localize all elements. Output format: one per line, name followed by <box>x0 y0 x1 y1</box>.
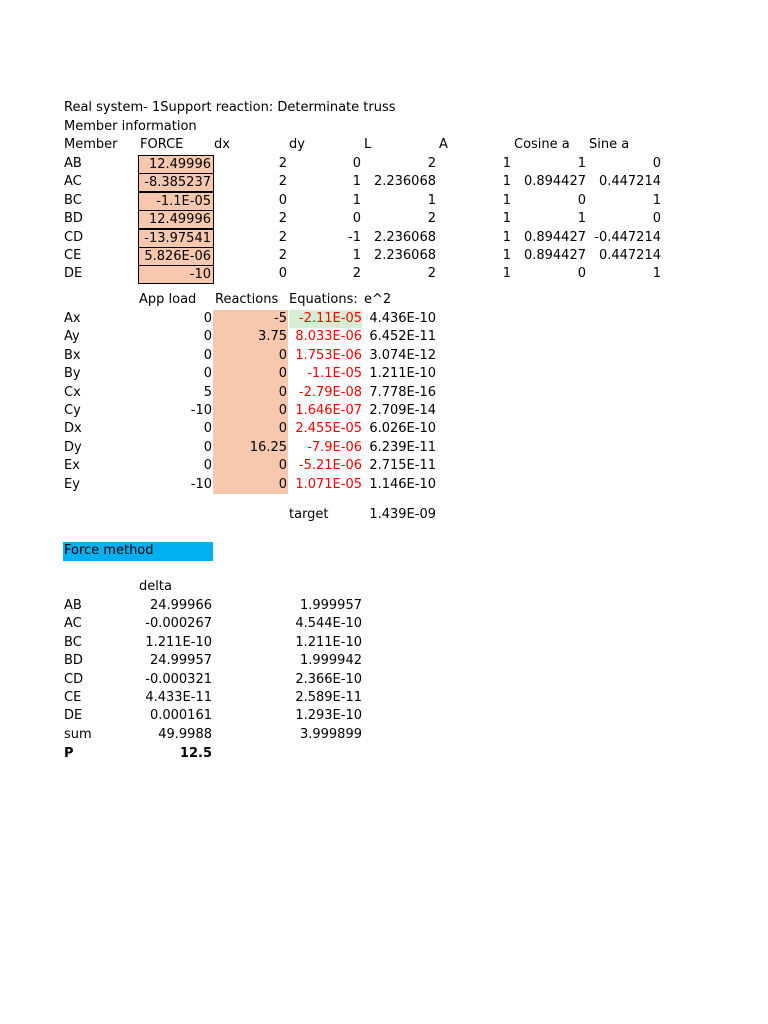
member-dy: 1 <box>352 248 361 263</box>
load-reaction-value: -5 <box>274 311 287 326</box>
load-label: Ax <box>64 311 81 326</box>
load-equation-value: -2.11E-05 <box>298 311 362 326</box>
member-length: 1 <box>427 192 436 208</box>
target-label: target <box>289 507 329 522</box>
fm-member: BD <box>64 653 83 669</box>
col-header-force: FORCE <box>140 137 184 152</box>
member-dy: -1 <box>348 229 361 245</box>
load-reaction-value: 0 <box>278 421 287 437</box>
member-dy: 2 <box>352 266 361 282</box>
member-cosine: 0 <box>577 192 586 208</box>
fm-delta: -0.000267 <box>145 616 212 632</box>
member-area: 1 <box>502 192 511 208</box>
load-equation-value: 2.455E-05 <box>295 421 362 437</box>
fm-member: CD <box>64 671 84 687</box>
load-app-value: 0 <box>203 347 212 363</box>
load-app-value: 0 <box>203 458 212 474</box>
col-header-delta: delta <box>139 579 172 594</box>
fm-value: 1.999957 <box>299 598 362 613</box>
load-label: Ey <box>64 476 80 492</box>
member-name: AB <box>64 156 82 171</box>
load-equation-value: -2.79E-08 <box>298 384 362 400</box>
fm-member: sum <box>64 726 92 742</box>
fm-delta: 1.211E-10 <box>145 634 212 650</box>
member-force: -8.385237 <box>138 173 214 192</box>
fm-member: DE <box>64 708 83 724</box>
fm-value: 1.999942 <box>299 653 362 669</box>
col-header-l: L <box>364 137 372 152</box>
member-force: 12.49996 <box>138 210 214 229</box>
col-header-app-load: App load <box>139 292 197 307</box>
member-name: AC <box>64 174 82 190</box>
member-length: 2 <box>427 266 436 282</box>
member-sine: 0 <box>652 211 661 227</box>
load-app-value: 0 <box>203 421 212 437</box>
col-header-equations: Equations: <box>289 292 358 307</box>
fm-member: CE <box>64 690 82 705</box>
load-reaction-value: 0 <box>278 347 287 363</box>
load-equation-value: 8.033E-06 <box>295 329 362 345</box>
p-value: 12.5 <box>179 746 212 761</box>
member-cosine: 0.894427 <box>523 248 586 263</box>
load-label: Cx <box>64 384 81 400</box>
member-name: CD <box>64 229 84 245</box>
member-length: 2 <box>427 211 436 227</box>
load-app-value: 0 <box>203 439 212 455</box>
member-cosine: 0.894427 <box>523 174 586 190</box>
fm-value: 2.589E-11 <box>295 690 362 705</box>
member-dy: 0 <box>352 211 361 227</box>
load-label: Ex <box>64 458 80 474</box>
load-e2-value: 6.452E-11 <box>369 329 436 345</box>
member-dy: 0 <box>352 156 361 171</box>
load-e2-value: 4.436E-10 <box>369 311 436 326</box>
load-e2-value: 3.074E-12 <box>369 347 436 363</box>
member-cosine: 1 <box>577 156 586 171</box>
load-e2-value: 6.239E-11 <box>369 439 436 455</box>
load-e2-value: 2.715E-11 <box>369 458 436 474</box>
load-equation-value: -1.1E-05 <box>307 366 362 382</box>
fm-value: 4.544E-10 <box>295 616 362 632</box>
sheet-title: Real system- 1Support reaction: Determinate truss <box>64 100 396 115</box>
col-header-sine: Sine a <box>589 137 630 152</box>
member-sine: 1 <box>652 192 661 208</box>
load-app-value: 5 <box>203 384 212 400</box>
load-app-value: 0 <box>203 366 212 382</box>
col-header-cosine: Cosine a <box>514 137 570 152</box>
fm-member: AB <box>64 598 82 613</box>
member-area: 1 <box>502 229 511 245</box>
section-member-info: Member information <box>64 119 197 134</box>
member-dx: 2 <box>278 229 287 245</box>
fm-value: 3.999899 <box>299 726 362 742</box>
fm-member: BC <box>64 634 82 650</box>
col-header-a: A <box>439 137 448 152</box>
member-length: 2.236068 <box>373 229 436 245</box>
load-reaction-value: 0 <box>278 384 287 400</box>
member-force: -13.97541 <box>138 229 214 248</box>
load-equation-value: 1.753E-06 <box>295 347 362 363</box>
member-name: BC <box>64 192 82 208</box>
member-cosine: 1 <box>577 211 586 227</box>
load-e2-value: 1.211E-10 <box>369 366 436 382</box>
member-cosine: 0.894427 <box>523 229 586 245</box>
member-length: 2 <box>427 156 436 171</box>
member-area: 1 <box>502 156 511 171</box>
load-label: Bx <box>64 347 81 363</box>
load-e2-value: 6.026E-10 <box>369 421 436 437</box>
load-app-value: 0 <box>203 329 212 345</box>
col-header-member: Member <box>64 137 118 152</box>
force-method-title: Force method <box>64 543 154 558</box>
member-dx: 2 <box>278 174 287 190</box>
p-label: P <box>64 746 74 761</box>
load-label: Dy <box>64 439 82 455</box>
col-header-e2: e^2 <box>364 292 392 307</box>
member-dx: 0 <box>278 266 287 282</box>
fm-value: 1.293E-10 <box>295 708 362 724</box>
load-reaction-value: 0 <box>278 476 287 492</box>
member-force: 5.826E-06 <box>138 247 214 266</box>
load-e2-value: 2.709E-14 <box>369 403 436 418</box>
col-header-dx: dx <box>214 137 230 152</box>
member-force: -10 <box>138 265 214 284</box>
load-label: By <box>64 366 81 382</box>
load-equation-value: -7.9E-06 <box>307 439 362 455</box>
member-cosine: 0 <box>577 266 586 282</box>
member-dx: 0 <box>278 192 287 208</box>
fm-delta: -0.000321 <box>145 671 212 687</box>
col-header-reactions: Reactions <box>215 292 279 307</box>
target-value: 1.439E-09 <box>369 507 436 522</box>
fm-delta: 4.433E-11 <box>145 690 212 705</box>
member-dy: 1 <box>352 174 361 190</box>
load-equation-value: 1.646E-07 <box>295 403 362 418</box>
load-equation-value: 1.071E-05 <box>295 476 362 492</box>
load-reaction-value: 16.25 <box>249 439 287 455</box>
member-name: BD <box>64 211 83 227</box>
load-label: Cy <box>64 403 81 418</box>
fm-value: 2.366E-10 <box>295 671 362 687</box>
member-sine: 0.447214 <box>598 248 661 263</box>
member-area: 1 <box>502 211 511 227</box>
load-label: Ay <box>64 329 80 345</box>
load-e2-value: 7.778E-16 <box>369 384 436 400</box>
member-name: CE <box>64 248 82 263</box>
load-reaction-value: 0 <box>278 366 287 382</box>
member-dx: 2 <box>278 156 287 171</box>
load-e2-value: 1.146E-10 <box>369 476 436 492</box>
fm-delta: 0.000161 <box>149 708 212 724</box>
load-app-value: -10 <box>190 476 212 492</box>
member-sine: 1 <box>652 266 661 282</box>
member-length: 2.236068 <box>373 248 436 263</box>
member-dx: 2 <box>278 248 287 263</box>
col-header-dy: dy <box>289 137 305 152</box>
member-sine: 0 <box>652 156 661 171</box>
member-area: 1 <box>502 174 511 190</box>
load-app-value: -10 <box>190 403 212 418</box>
member-sine: 0.447214 <box>598 174 661 190</box>
member-area: 1 <box>502 248 511 263</box>
member-force: 12.49996 <box>138 155 214 174</box>
load-label: Dx <box>64 421 82 437</box>
fm-value: 1.211E-10 <box>295 634 362 650</box>
member-dy: 1 <box>352 192 361 208</box>
load-reaction-value: 0 <box>278 458 287 474</box>
fm-delta: 49.9988 <box>158 726 212 742</box>
fm-delta: 24.99966 <box>149 598 212 613</box>
fm-member: AC <box>64 616 82 632</box>
member-name: DE <box>64 266 83 282</box>
member-dx: 2 <box>278 211 287 227</box>
member-length: 2.236068 <box>373 174 436 190</box>
load-app-value: 0 <box>203 311 212 326</box>
load-reaction-value: 0 <box>278 403 287 418</box>
load-reaction-value: 3.75 <box>258 329 287 345</box>
member-force: -1.1E-05 <box>138 192 214 211</box>
load-equation-value: -5.21E-06 <box>298 458 362 474</box>
member-area: 1 <box>502 266 511 282</box>
member-sine: -0.447214 <box>594 229 661 245</box>
fm-delta: 24.99957 <box>149 653 212 669</box>
